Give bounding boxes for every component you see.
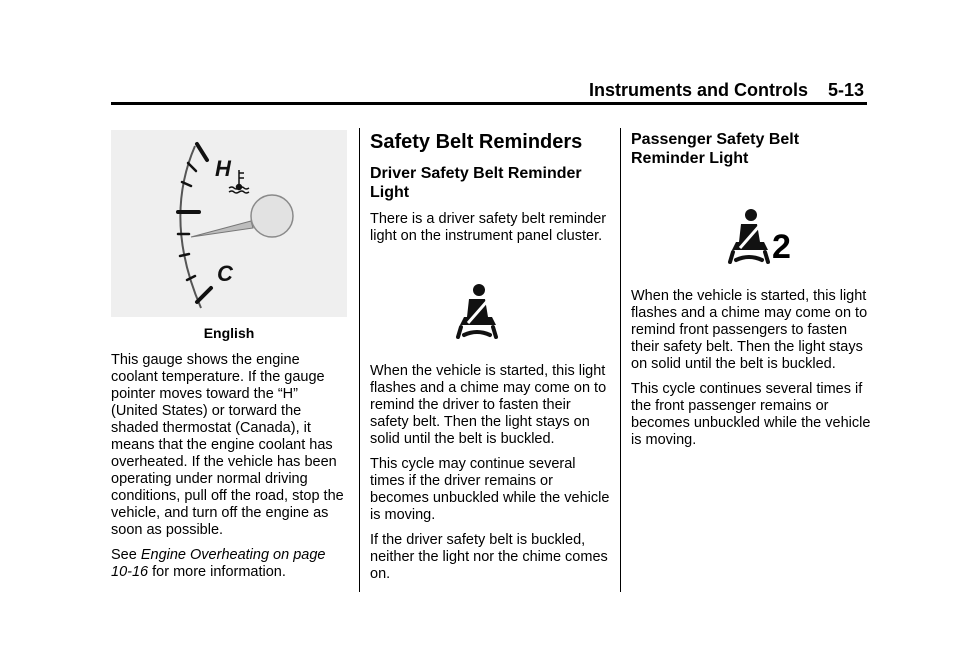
driver-reminder-buckled: If the driver safety belt is buckled, neither the light nor the chime comes on. — [370, 532, 608, 582]
gauge-cold-label: C — [217, 261, 233, 286]
passenger-reminder-behavior: When the vehicle is started, this light flashes and a chime may come on to remind front passengers to fasten their safety belt. Then the light stays on solid until the belt is buckled. — [631, 288, 868, 372]
gauge-needle-hub — [251, 195, 293, 237]
column-2 — [370, 130, 610, 591]
gauge-hot-label: H — [215, 156, 231, 181]
column-divider — [620, 128, 621, 592]
figure-caption: English — [203, 325, 255, 341]
driver-reminder-intro: There is a driver safety belt reminder light on the instrument panel cluster. — [370, 211, 607, 244]
safety-belt-icon — [452, 283, 502, 339]
column-divider — [359, 128, 360, 592]
column-3 — [631, 130, 871, 457]
section-heading: Safety Belt Reminders — [370, 131, 583, 153]
see-prefix: See — [111, 547, 141, 563]
page-header — [589, 80, 864, 101]
see-suffix: for more information. — [148, 564, 286, 580]
column-1 — [111, 130, 347, 589]
section-title: Instruments and Controls — [588, 80, 808, 100]
driver-reminder-cycle: This cycle may continue several times if the driver remains or becomes unbuckled while the vehicle is moving. — [370, 456, 610, 523]
coolant-gauge-description: This gauge shows the engine coolant temperature. If the gauge pointer moves toward the “H” (United States) or torward the shaded thermostat (Canada), it means that the engine coolant has overheated. If the vehicle has been operating under normal driving conditions, pull off the road, stop the vehicle, and turn off the engine as soon as possible. — [111, 352, 344, 538]
passenger-reminder-heading: Passenger Safety Belt Reminder Light — [631, 131, 800, 167]
passenger-icon-area — [631, 168, 871, 288]
engine-coolant-gauge-illustration — [111, 130, 347, 317]
passenger-icon-number: 2 — [772, 228, 791, 266]
page-number: 5-13 — [827, 80, 864, 100]
driver-reminder-behavior: When the vehicle is started, this light flashes and a chime may come on to remind the driver to fasten their safety belt. Then the light stays on solid until the belt is buckled. — [370, 363, 607, 447]
passenger-reminder-cycle: This cycle continues several times if the front passenger remains or becomes unbuckled while the vehicle is moving. — [631, 381, 871, 448]
engine-overheating-link[interactable]: Engine Overheating on page 10-16 — [111, 547, 326, 580]
see-also-paragraph — [111, 547, 347, 581]
passenger-safety-belt-icon — [723, 208, 775, 264]
driver-reminder-heading: Driver Safety Belt Reminder Light — [370, 165, 582, 201]
driver-icon-area — [370, 253, 610, 363]
header-rule — [111, 102, 867, 105]
